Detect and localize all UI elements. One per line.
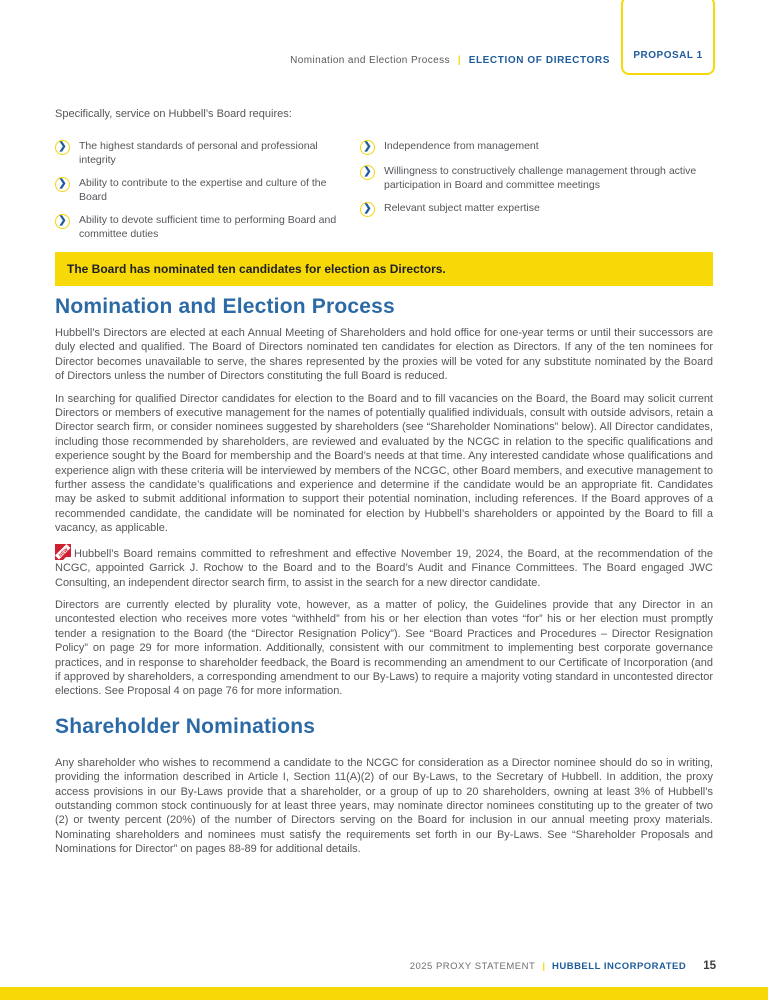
page-footer xyxy=(410,960,716,972)
footer-brand: HUBBELL INCORPORATED xyxy=(551,961,687,972)
requirements-right-column xyxy=(360,139,713,241)
main-content xyxy=(55,294,713,865)
intro-text: Specifically, service on Hubbell’s Board requires: xyxy=(55,108,292,120)
section-title-shareholder-nominations: Shareholder Nominations xyxy=(55,714,316,738)
paragraph-new-director-text: Hubbell’s Board remains committed to refreshment and effective November 19, 2024, the Board, at the recommendation of the NCGC, appointed Garrick J. Rochow to the Board and to the Board’s Audit and Finance Committees. The Board engaged JWC Consulting, an independent director search firm, to assist in the search for a new director candidate. xyxy=(55,547,713,589)
chevron-right-icon: ❯ xyxy=(55,214,70,229)
paragraph-plurality-vote: Directors are currently elected by plurality vote, however, as a matter of policy, the Guidelines provide that any Director in an uncontested election who receives more votes “withheld” from his or her election than votes “for” his or her election must promptly tender a resignation to the Board (the “Director Resignation Policy”). See “Board Practices and Procedures – Director Resignation Policy” on page 29 for more information. Additionally, consistent with our commitment to implementing best corporate governance practices, and in response to shareholder feedback, the Board is recommending an amendment to our Certificate of Incorporation (and if approved by shareholders, a corresponding amendment to our By-Laws) to require a majority voting standard in uncontested director elections. See Proposal 4 on page 76 for more information. xyxy=(55,598,713,698)
paragraph-candidate-search: In searching for qualified Director candidates for election to the Board and to fill vacancies on the Board, the Board may solicit current Directors or members of executive management for the names of potentially qualified individuals, consult with outside advisors, retain a Director search firm, or consider nominees suggested by shareholders (see “Shareholder Nominations” below). All Director candidates, including those recommended by shareholders, are reviewed and evaluated by the NCGC in relation to the specific qualifications and experience sought by the Board for membership and the Board’s needs at that time. Any interested candidate whose qualifications and experience align with these criteria will be interviewed by members of the NCGC, other Board members, and executive management to further assess the candidate’s qualifications and experience and determine if the candidate would be an appropriate fit. Candidates may be asked to submit additional information to support their potential nomination, including references. If the Board approves of a recommended candidate, the candidate will be nominated for election by Hubbell’s shareholders or appointed by the Board to fill a vacancy, as applicable. xyxy=(55,392,713,535)
requirement-item xyxy=(55,176,355,204)
requirement-text: Ability to contribute to the expertise and culture of the Board xyxy=(79,177,327,203)
requirements-left-column xyxy=(55,139,355,241)
requirement-item xyxy=(360,201,713,217)
paragraph-shareholder-nominations: Any shareholder who wishes to recommend a candidate to the NCGC for consideration as a Director nominee should do so in writing, providing the information described in Article I, Section 11(A)(2) of our By-Laws, to the Secretary of Hubbell. In addition, the proxy access provisions in our By-Laws provide that a shareholder, or a group of up to 20 shareholders, owning at least 3% of Hubbell’s outstanding common stock continuously for at least three years, may nominate director nominees constituting up to the greater of two (2) or twenty percent (20%) of the number of Directors serving on the Board for inclusion in our annual meeting proxy materials. Nominating shareholders and nominees must satisfy the requirements set forth in our By-Laws. See “Shareholder Proposals and Nominations for Director” on pages 88-89 for additional details. xyxy=(55,756,713,856)
requirement-item xyxy=(55,139,355,167)
proposal-tab xyxy=(621,0,715,75)
paragraph-new-director xyxy=(55,544,713,590)
chevron-right-icon: ❯ xyxy=(360,202,375,217)
requirement-item xyxy=(55,213,355,241)
requirement-text: Ability to devote sufficient time to performing Board and committee duties xyxy=(79,214,337,240)
nomination-banner-text: The Board has nominated ten candidates for election as Directors. xyxy=(67,262,446,276)
chevron-right-icon: ❯ xyxy=(360,140,375,155)
paragraph-election-terms: Hubbell’s Directors are elected at each Annual Meeting of Shareholders and hold office for one-year terms or until their successors are duly elected and qualified. The Board of Directors nominated ten candidates for election as Directors. If any of the ten nominees for Director becomes unavailable to serve, the shares represented by the proxies will be voted for any substitute nominated by the Board of Directors unless the number of Directors constituting the full Board is reduced. xyxy=(55,327,713,383)
svg-text:NEW: NEW xyxy=(57,546,69,558)
nomination-banner xyxy=(55,252,713,286)
breadcrumb-section: Nomination and Election Process xyxy=(290,55,450,66)
chevron-right-icon: ❯ xyxy=(55,177,70,192)
board-requirements-list xyxy=(55,139,713,241)
breadcrumb-chapter: ELECTION OF DIRECTORS xyxy=(468,55,610,66)
proposal-tab-label: PROPOSAL 1 xyxy=(633,50,703,61)
requirement-text: Independence from management xyxy=(384,140,539,152)
footer-separator: | xyxy=(542,961,545,972)
requirement-text: Relevant subject matter expertise xyxy=(384,202,540,214)
requirement-text: Willingness to constructively challenge management through active participation in Board and committee meetings xyxy=(384,165,697,191)
page-number: 15 xyxy=(703,960,716,972)
chevron-right-icon: ❯ xyxy=(360,165,375,180)
requirement-item xyxy=(360,139,713,155)
breadcrumb-separator: | xyxy=(457,55,461,66)
bottom-accent-bar xyxy=(0,987,768,1000)
chevron-right-icon: ❯ xyxy=(55,140,70,155)
requirement-text: The highest standards of personal and professional integrity xyxy=(79,140,318,166)
footer-document-title: 2025 PROXY STATEMENT xyxy=(409,961,536,972)
breadcrumb xyxy=(290,55,610,66)
new-badge-icon xyxy=(55,544,71,560)
requirement-item xyxy=(360,164,713,192)
section-title-nomination: Nomination and Election Process xyxy=(55,295,395,318)
